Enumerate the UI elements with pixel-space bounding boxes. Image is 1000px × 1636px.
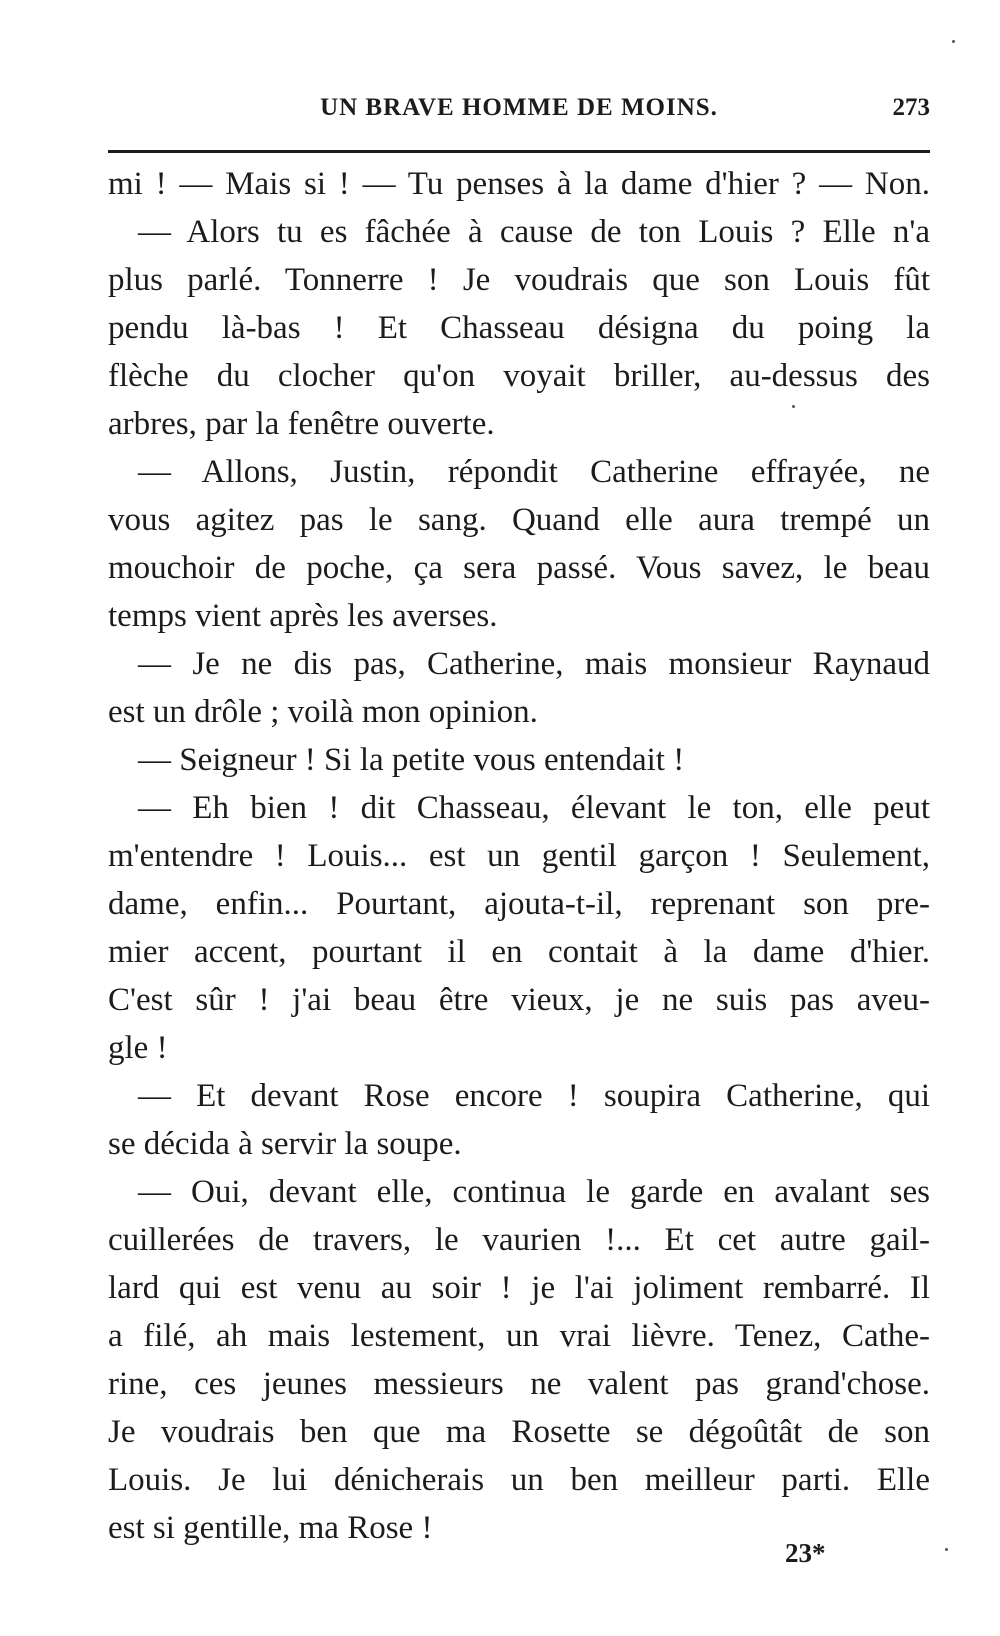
text-line: arbres, par la fenêtre ouverte. — [108, 406, 495, 442]
text-line: lard qui est venu au soir ! je l'ai joliment rembarré. Il — [108, 1270, 930, 1306]
text-line: — Eh bien ! dit Chasseau, élevant le ton, elle peut — [138, 790, 930, 826]
text-line: — Allons, Justin, répondit Catherine effrayée, ne — [138, 454, 930, 490]
text-line: flèche du clocher qu'on voyait briller, au-dessus des — [108, 358, 930, 394]
text-line: Je voudrais ben que ma Rosette se dégoûtât de son — [108, 1414, 930, 1450]
header-rule — [108, 150, 930, 153]
text-line: Louis. Je lui dénicherais un ben meilleur parti. Elle — [108, 1462, 930, 1498]
text-line: mouchoir de poche, ça sera passé. Vous savez, le beau — [108, 550, 930, 586]
text-line: a filé, ah mais lestement, un vrai lièvre. Tenez, Cathe- — [108, 1318, 930, 1354]
text-line: plus parlé. Tonnerre ! Je voudrais que son Louis fût — [108, 262, 930, 298]
text-line: gle ! — [108, 1030, 168, 1066]
text-line: est un drôle ; voilà mon opinion. — [108, 694, 538, 730]
signature-mark: 23* — [785, 1538, 826, 1568]
page-header — [108, 88, 930, 128]
text-line: est si gentille, ma Rose ! — [108, 1510, 433, 1546]
text-line: mi ! — Mais si ! — Tu penses à la dame d'hier ? — Non. — [108, 166, 930, 202]
text-line: m'entendre ! Louis... est un gentil garçon ! Seulement, — [108, 838, 930, 874]
running-head: UN BRAVE HOMME DE MOINS. — [320, 94, 718, 121]
text-line: cuillerées de travers, le vaurien !... Et cet autre gail- — [108, 1222, 930, 1258]
text-line: — Je ne dis pas, Catherine, mais monsieur Raynaud — [138, 646, 930, 682]
text-line: temps vient après les averses. — [108, 598, 498, 634]
page-number: 273 — [892, 94, 930, 121]
text-line: rine, ces jeunes messieurs ne valent pas grand'chose. — [108, 1366, 930, 1402]
text-line: mier accent, pourtant il en contait à la dame d'hier. — [108, 934, 930, 970]
paper-speck — [792, 405, 795, 408]
paper-speck — [952, 40, 955, 43]
text-line: dame, enfin... Pourtant, ajouta-t-il, reprenant son pre- — [108, 886, 930, 922]
text-line: — Alors tu es fâchée à cause de ton Louis ? Elle n'a — [138, 214, 930, 250]
text-line: — Oui, devant elle, continua le garde en avalant ses — [138, 1174, 930, 1210]
text-line: vous agitez pas le sang. Quand elle aura trempé un — [108, 502, 930, 538]
paper-speck — [945, 1548, 948, 1551]
text-line: — Et devant Rose encore ! soupira Catherine, qui — [138, 1078, 930, 1114]
text-line: C'est sûr ! j'ai beau être vieux, je ne suis pas aveu- — [108, 982, 930, 1018]
text-line: pendu là-bas ! Et Chasseau désigna du poing la — [108, 310, 930, 346]
body-text — [108, 160, 930, 1552]
text-line: se décida à servir la soupe. — [108, 1126, 462, 1162]
text-line: — Seigneur ! Si la petite vous entendait ! — [138, 742, 685, 778]
